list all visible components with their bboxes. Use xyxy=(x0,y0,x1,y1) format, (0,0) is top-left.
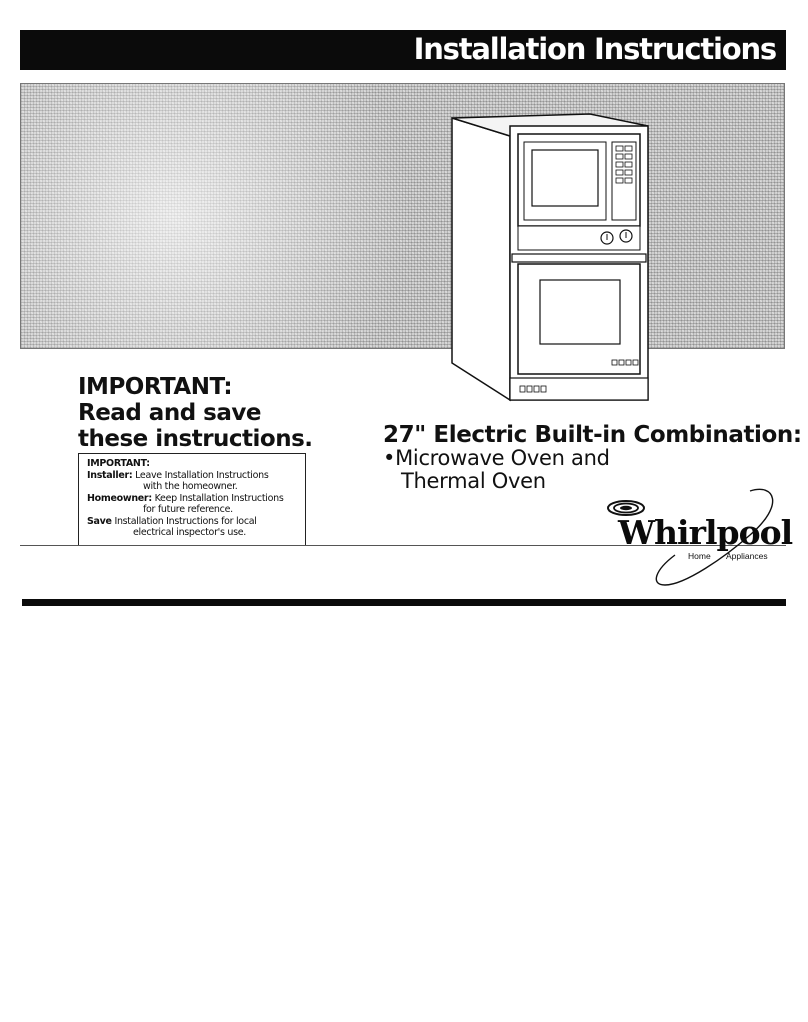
hero-background xyxy=(20,83,785,349)
header-bar xyxy=(20,30,786,70)
divider-thick xyxy=(22,599,786,606)
read-and-save-line: Read and save xyxy=(78,400,261,426)
important-label: IMPORTANT: xyxy=(78,374,233,400)
brand-name: Whirlpool xyxy=(618,513,793,552)
installer-text-2: with the homeowner. xyxy=(143,481,238,492)
installer-text-1: Leave Installation Instructions xyxy=(135,469,269,481)
brand-sub-appliances: Appliances xyxy=(726,551,768,561)
page-title: Installation Instructions xyxy=(413,32,776,66)
product-title: 27" Electric Built-in Combination: xyxy=(383,422,802,448)
important-heading xyxy=(78,374,378,452)
notice-box xyxy=(78,453,306,546)
product-line-2: Thermal Oven xyxy=(401,469,546,493)
save-text-2: electrical inspector's use. xyxy=(133,527,246,538)
homeowner-text-2: for future reference. xyxy=(143,504,233,515)
notice-title: IMPORTANT: xyxy=(87,458,150,469)
oven-illustration xyxy=(440,108,650,408)
these-instructions-line: these instructions. xyxy=(78,426,313,452)
save-label: Save xyxy=(87,515,112,527)
installer-label: Installer: xyxy=(87,469,133,481)
save-text-1: Installation Instructions for local xyxy=(114,515,257,527)
homeowner-label: Homeowner: xyxy=(87,492,152,504)
product-line-1: •Microwave Oven and xyxy=(383,446,610,470)
homeowner-text-1: Keep Installation Instructions xyxy=(154,492,284,504)
brand-sub-home: Home xyxy=(688,551,711,561)
